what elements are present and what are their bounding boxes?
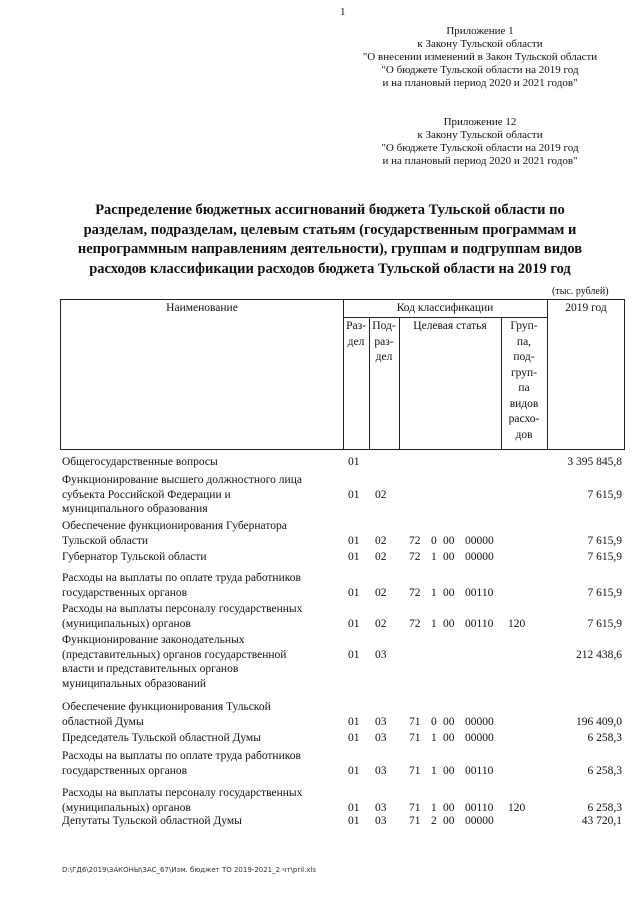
row-name-line: государственных органов <box>62 764 188 777</box>
target-program-cell: 71 <box>409 815 421 827</box>
razdel-cell: 01 <box>348 764 360 777</box>
amount-cell: 6 258,3 <box>587 764 622 777</box>
razdel-cell: 01 <box>348 456 360 468</box>
amount-cell: 43 720,1 <box>581 815 622 827</box>
header-group-line: видов <box>509 397 539 410</box>
appendix-line: "О внесении изменений в Закон Тульской области <box>362 51 598 63</box>
page-number: 1 <box>340 6 346 18</box>
razdel-cell: 01 <box>348 648 360 661</box>
row-name-line: государственных органов <box>62 586 188 599</box>
row-name-line: Председатель Тульской областной Думы <box>62 732 261 744</box>
target-direction-cell: 00000 <box>465 534 494 547</box>
target-subprogram-cell: 1 <box>431 586 437 599</box>
table-header <box>60 299 625 450</box>
appendix-line: Приложение 1 <box>446 25 514 37</box>
row-name-line: Расходы на выплаты по оплате труда работников <box>62 750 301 762</box>
amount-cell: 7 615,9 <box>587 534 622 547</box>
row-name <box>62 814 334 829</box>
row-name <box>62 571 334 600</box>
header-podrazdel-line: раз- <box>374 335 394 348</box>
target-main-event-cell: 00 <box>443 617 455 630</box>
header-razdel-line: дел <box>347 335 365 348</box>
target-subprogram-cell: 1 <box>431 617 437 630</box>
header-group-line: расхо- <box>508 413 540 425</box>
appendix-line: и на плановый период 2020 и 2021 годов" <box>382 155 578 167</box>
razdel-cell: 01 <box>348 815 360 827</box>
target-main-event-cell: 00 <box>443 801 455 814</box>
podrazdel-cell: 02 <box>375 551 387 563</box>
row-name-line: Общегосударственные вопросы <box>62 456 218 468</box>
row-name <box>62 455 334 470</box>
appendix-line: Приложение 12 <box>443 116 517 128</box>
row-name <box>62 519 334 548</box>
target-direction-cell: 00000 <box>465 551 494 563</box>
row-name <box>62 550 334 565</box>
row-name-line: Функционирование высшего должностного лица <box>62 474 302 486</box>
target-program-cell: 72 <box>409 586 421 599</box>
units-label: (тыс. рублей) <box>552 286 609 297</box>
row-name <box>62 473 334 517</box>
row-name-line: (муниципальных) органов <box>62 801 191 814</box>
target-main-event-cell: 00 <box>443 534 455 547</box>
target-direction-cell: 00000 <box>465 815 494 827</box>
file-path-footer: D:\ГД6\2019\ЗАКОНЫ\ЗАС_67\Изм. бюджет ТО 2019-2021_2 чт\pril.xls <box>62 866 317 874</box>
row-name-line: Тульской области <box>62 534 149 547</box>
razdel-cell: 01 <box>348 617 360 630</box>
header-group-line: под- <box>513 351 535 363</box>
row-name-line: (представительных) органов государственной <box>62 648 287 661</box>
target-direction-cell: 00110 <box>465 617 494 630</box>
header-podrazdel-line: дел <box>375 351 393 363</box>
row-name-line: Расходы на выплаты персоналу государственных <box>62 787 303 799</box>
row-name-line: субъекта Российской Федерации и <box>62 488 231 501</box>
amount-cell: 7 615,9 <box>587 488 622 501</box>
title-line: расходов классификации расходов бюджета Тульской области на 2019 год <box>89 260 571 277</box>
header-divider <box>343 317 547 318</box>
amount-cell: 7 615,9 <box>587 551 622 563</box>
target-direction-cell: 00110 <box>465 801 494 814</box>
target-main-event-cell: 00 <box>443 551 455 563</box>
row-name-line: муниципального образования <box>62 503 208 516</box>
target-subprogram-cell: 0 <box>431 715 437 728</box>
appendix-line: и на плановый период 2020 и 2021 годов" <box>382 77 578 89</box>
header-podrazdel <box>369 319 399 366</box>
target-program-cell: 71 <box>409 801 421 814</box>
header-podrazdel-line: Под- <box>372 320 396 332</box>
razdel-cell: 01 <box>348 586 360 599</box>
header-group-line: па, <box>516 335 532 348</box>
row-name-line: Губернатор Тульской области <box>62 551 207 563</box>
appendix-1-block <box>345 25 615 90</box>
target-direction-cell: 00000 <box>465 715 494 728</box>
podrazdel-cell: 03 <box>375 715 387 728</box>
row-name <box>62 731 334 746</box>
amount-cell: 6 258,3 <box>587 732 622 744</box>
appendix-12-block <box>345 116 615 168</box>
podrazdel-cell: 02 <box>375 586 387 599</box>
target-main-event-cell: 00 <box>443 732 455 744</box>
header-divider <box>399 317 400 449</box>
header-target: Целевая статья <box>413 320 487 332</box>
row-name-line: Обеспечение функционирования Губернатора <box>62 520 287 532</box>
razdel-cell: 01 <box>348 534 360 547</box>
amount-cell: 196 409,0 <box>576 715 622 728</box>
razdel-cell: 01 <box>348 801 360 814</box>
target-main-event-cell: 00 <box>443 764 455 777</box>
row-name <box>62 749 334 778</box>
target-subprogram-cell: 1 <box>431 551 437 563</box>
razdel-cell: 01 <box>348 732 360 744</box>
header-group <box>501 319 547 443</box>
header-code: Код классификации <box>396 302 494 314</box>
appendix-line: к Закону Тульской области <box>417 38 543 50</box>
target-program-cell: 71 <box>409 764 421 777</box>
podrazdel-cell: 03 <box>375 764 387 777</box>
row-name-line: Депутаты Тульской областной Думы <box>62 815 242 827</box>
title-line: непрограммным направлениям деятельности), группам и подгруппам видов <box>77 241 583 257</box>
header-razdel-line: Раз- <box>346 320 366 332</box>
amount-cell: 3 395 845,8 <box>567 456 622 468</box>
razdel-cell: 01 <box>348 715 360 728</box>
appendix-line: "О бюджете Тульской области на 2019 год <box>381 142 579 154</box>
target-program-cell: 71 <box>409 732 421 744</box>
row-name-line: Обеспечение функционирования Тульской <box>62 701 271 713</box>
expense-group-cell: 120 <box>508 617 526 630</box>
razdel-cell: 01 <box>348 551 360 563</box>
target-subprogram-cell: 0 <box>431 534 437 547</box>
podrazdel-cell: 03 <box>375 815 387 827</box>
row-name-line: Расходы на выплаты персоналу государственных <box>62 603 303 615</box>
row-name <box>62 786 334 815</box>
target-main-event-cell: 00 <box>443 715 455 728</box>
header-razdel <box>343 319 369 350</box>
header-group-line: груп- <box>510 366 538 379</box>
row-name-line: областной Думы <box>62 715 144 728</box>
title-line: разделам, подразделам, целевым статьям (государственным программам и <box>83 221 577 238</box>
appendix-line: "О бюджете Тульской области на 2019 год <box>381 64 579 76</box>
target-main-event-cell: 00 <box>443 586 455 599</box>
header-group-line: Груп- <box>510 320 538 332</box>
row-name <box>62 602 334 631</box>
target-program-cell: 72 <box>409 551 421 563</box>
target-subprogram-cell: 1 <box>431 764 437 777</box>
razdel-cell: 01 <box>348 488 360 501</box>
row-name-line: власти и представительных органов <box>62 663 239 676</box>
target-subprogram-cell: 1 <box>431 801 437 814</box>
target-program-cell: 72 <box>409 617 421 630</box>
header-group-line: па <box>518 382 530 394</box>
document-title <box>50 201 610 279</box>
target-direction-cell: 00000 <box>465 732 494 744</box>
amount-cell: 7 615,9 <box>587 617 622 630</box>
podrazdel-cell: 02 <box>375 534 387 547</box>
header-divider <box>547 300 548 449</box>
target-program-cell: 72 <box>409 534 421 547</box>
header-year: 2019 год <box>565 302 607 314</box>
podrazdel-cell: 03 <box>375 801 387 814</box>
amount-cell: 7 615,9 <box>587 586 622 599</box>
podrazdel-cell: 03 <box>375 648 387 661</box>
podrazdel-cell: 02 <box>375 488 387 501</box>
podrazdel-cell: 02 <box>375 617 387 630</box>
podrazdel-cell: 03 <box>375 732 387 744</box>
row-name-line: Расходы на выплаты по оплате труда работников <box>62 572 301 584</box>
row-name <box>62 633 334 691</box>
header-name: Наименование <box>166 302 238 314</box>
amount-cell: 212 438,6 <box>576 648 622 661</box>
row-name <box>62 700 334 729</box>
row-name-line: муниципальных образований <box>62 677 207 690</box>
target-direction-cell: 00110 <box>465 764 494 777</box>
row-name-line: Функционирование законодательных <box>62 634 245 646</box>
target-subprogram-cell: 2 <box>431 815 437 827</box>
target-main-event-cell: 00 <box>443 815 455 827</box>
appendix-line: к Закону Тульской области <box>417 129 543 141</box>
expense-group-cell: 120 <box>508 801 526 814</box>
title-line: Распределение бюджетных ассигнований бюджета Тульской области по <box>95 202 565 218</box>
amount-cell: 6 258,3 <box>587 801 622 814</box>
row-name-line: (муниципальных) органов <box>62 617 191 630</box>
header-group-line: дов <box>515 428 533 441</box>
target-program-cell: 71 <box>409 715 421 728</box>
target-direction-cell: 00110 <box>465 586 494 599</box>
target-subprogram-cell: 1 <box>431 732 437 744</box>
